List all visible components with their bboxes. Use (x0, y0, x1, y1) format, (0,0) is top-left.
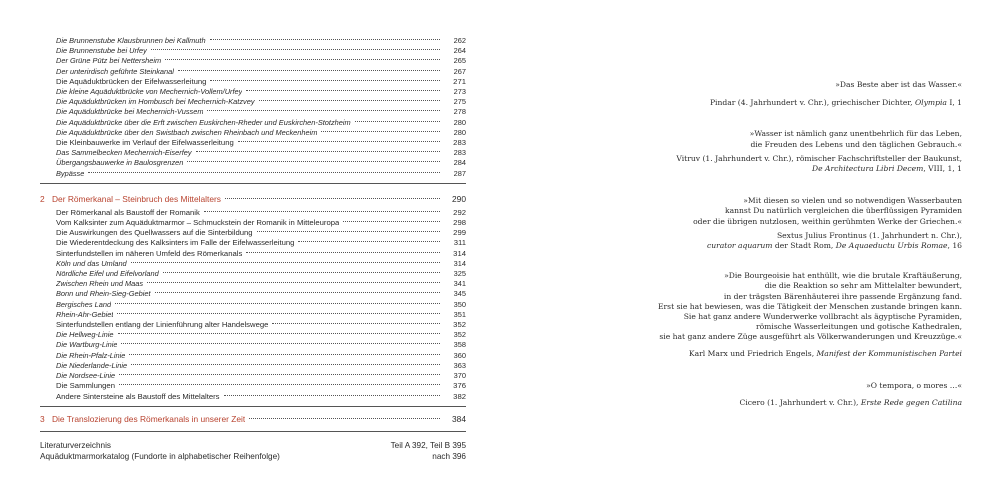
dot-leader (147, 282, 440, 283)
dot-leader (321, 131, 440, 132)
toc-subentry[interactable] (40, 330, 466, 340)
dot-leader (355, 121, 440, 122)
page-number: 314 (453, 248, 466, 258)
epigraph-quotes (510, 74, 962, 408)
page-number: 345 (453, 289, 466, 299)
toc-entry-title: Die Hellweg-Linie (56, 330, 114, 340)
toc-entry[interactable] (40, 218, 466, 228)
dot-leader (163, 272, 440, 273)
dot-leader (259, 100, 440, 101)
page-number: 358 (453, 340, 466, 350)
dot-leader (210, 39, 440, 40)
toc-entry[interactable] (40, 381, 466, 391)
dot-leader (207, 110, 440, 111)
right-page (500, 0, 1000, 500)
dot-leader (151, 49, 440, 50)
toc-entry-title: Bergisches Land (56, 299, 112, 309)
page-number: Teil A 392, Teil B 395 (390, 440, 466, 450)
page-number: 314 (453, 258, 466, 268)
toc-entry-title: Aquäduktmarmorkatalog (Fundorte in alphabetischer Reihenfolge) (40, 452, 280, 462)
leader-space (284, 455, 428, 456)
section-number: 2 (40, 193, 45, 204)
dot-leader (187, 161, 440, 162)
toc-section-3[interactable] (40, 414, 466, 425)
toc-entry[interactable] (40, 392, 466, 402)
quote-cicero (510, 381, 962, 408)
toc-entry-title: Köln und das Umland (56, 258, 127, 268)
page-number: 284 (453, 158, 466, 168)
section-divider (40, 431, 466, 432)
toc-subentry[interactable] (40, 371, 466, 381)
dot-leader (272, 323, 440, 324)
page-number: 275 (453, 97, 466, 107)
page-number: 360 (453, 350, 466, 360)
page-number: 264 (453, 46, 466, 56)
section-title: Die Translozierung des Römerkanals in unserer Zeit (52, 413, 246, 424)
toc-entry-title: Die kleine Aquäduktbrücke von Mechernich-Vollem/Urfey (56, 87, 243, 97)
dot-leader (343, 221, 440, 222)
section-divider (40, 183, 466, 184)
page-number: 278 (453, 107, 466, 117)
dot-leader (118, 333, 440, 334)
quote-text: »O tempora, o mores …« (866, 380, 962, 390)
attribution-text: Cicero (1. Jahrhundert v. Chr.), (739, 398, 861, 408)
work-title: De Architectura Libri Decem (812, 164, 924, 174)
toc-subentry[interactable] (40, 289, 466, 299)
toc-subentry[interactable] (40, 56, 466, 66)
dot-leader (119, 384, 440, 385)
toc-subentry[interactable] (40, 259, 466, 269)
toc-entry-title: Die Sammlungen (56, 381, 115, 391)
page-number: 267 (453, 66, 466, 76)
page-number: 325 (453, 269, 466, 279)
dot-leader (155, 292, 441, 293)
section-number: 3 (40, 413, 45, 424)
dot-leader (131, 364, 440, 365)
dot-leader (257, 231, 440, 232)
dot-leader (119, 374, 440, 375)
toc-subentry[interactable] (40, 87, 466, 97)
toc-entry-title: Die Wiederentdeckung des Kalksinters im Falle der Eifelwasserleitung (56, 238, 295, 248)
table-of-contents (40, 36, 466, 463)
toc-entry-title: Sinterfundstellen im näheren Umfeld des Römerkanals (56, 248, 243, 258)
toc-subentry[interactable] (40, 118, 466, 128)
quote-frontinus (510, 196, 962, 251)
dot-leader (196, 151, 440, 152)
attribution-text: Karl Marx und Friedrich Engels, (688, 348, 817, 358)
attribution-text: der Stadt Rom, (772, 241, 836, 251)
toc-entry-title: Die Nordsee-Linie (56, 371, 116, 381)
toc-section-2-items (40, 208, 466, 402)
toc-subentry[interactable] (40, 351, 466, 361)
toc-entry-title: Der Grüne Pütz bei Nettersheim (56, 56, 162, 66)
page-number: 363 (453, 360, 466, 370)
quote-text: »Mit diesen so vielen und so notwendigen Wasserbauten kannst Du natürlich vergleichen die überflüssigen Pyramiden oder die übrigen nutzlosen, weithin gerühmten Werke der Griechen.« (693, 196, 962, 226)
section-divider (40, 406, 466, 407)
work-title: De Aquaeductu Urbis Romae (835, 241, 948, 251)
quote-text: »Wasser ist nämlich ganz unentbehrlich für das Leben, die Freuden des Lebens und den täglichen Gebrauch.« (749, 129, 962, 149)
page-number: 283 (453, 148, 466, 158)
toc-entry-title: Bonn und Rhein-Sieg-Gebiet (56, 289, 151, 299)
toc-subentry[interactable] (40, 158, 466, 168)
toc-entry-title: Sinterfundstellen entlang der Linienführung alter Handelswege (56, 320, 269, 330)
page-number: 384 (452, 413, 466, 424)
toc-entry[interactable] (40, 77, 466, 87)
quote-text: »Die Bourgeoisie hat enthüllt, wie die brutale Kraftäußerung, die die Reaktion so sehr am Mittelalter bewundert, in der trägsten Bärenhäuterei ihre passende Ergänzung fand. Erst sie hat bewiesen, was die Tätigkeit der Menschen zustande bringen kann. Sie hat ganz andere Wunderwerke vollbracht als ägyptische Pyramiden, römische Wasserleitungen und gotische Kathedralen, sie hat ganz andere Züge ausgeführt als Völkerwanderungen und Kreuzzüge.« (658, 271, 962, 342)
page-number: 292 (453, 207, 466, 217)
page-number: 298 (453, 218, 466, 228)
toc-entry[interactable] (40, 208, 466, 218)
page-number: 376 (453, 381, 466, 391)
leader-space (115, 444, 387, 445)
toc-entry-title: Der unterirdisch geführte Steinkanal (56, 66, 174, 76)
toc-entry-title: Literaturverzeichnis (40, 440, 111, 450)
toc-subentry[interactable] (40, 97, 466, 107)
page-number: 287 (453, 168, 466, 178)
toc-entry[interactable] (40, 238, 466, 248)
toc-subentry[interactable] (40, 361, 466, 371)
work-title: Olympia (914, 98, 947, 108)
work-title: Erste Rede gegen Catilina (860, 398, 962, 408)
toc-entry-title: Zwischen Rhein und Maas (56, 279, 144, 289)
toc-subentry[interactable] (40, 128, 466, 138)
toc-subentry[interactable] (40, 269, 466, 279)
section-title: Der Römerkanal – Steinbruch des Mittelalters (52, 193, 221, 204)
toc-subentry[interactable] (40, 169, 466, 179)
dot-leader (204, 211, 440, 212)
quote-marx-engels (510, 271, 962, 359)
toc-subentry[interactable] (40, 67, 466, 77)
dot-leader (246, 252, 440, 253)
dot-leader (178, 70, 440, 71)
toc-entry[interactable] (40, 138, 466, 148)
toc-entry-title: Nördliche Eifel und Eifelvorland (56, 269, 159, 279)
dot-leader (224, 395, 440, 396)
toc-entry-title: Die Aquäduktbrücke über den Swistbach zwischen Rheinbach und Meckenheim (56, 127, 318, 137)
page-number: 280 (453, 117, 466, 127)
toc-subentry[interactable] (40, 148, 466, 158)
toc-literature[interactable] (40, 440, 466, 452)
attribution-ref: , VIII, 1, 1 (923, 164, 962, 174)
toc-entry-title: Vom Kalksinter zum Aquäduktmarmor – Schmuckstein der Romanik in Mitteleuropa (56, 218, 340, 228)
dot-leader (115, 303, 440, 304)
page-number: 350 (453, 299, 466, 309)
dot-leader (131, 262, 440, 263)
attribution-text: Vitruv (1. Jahrhundert v. Chr.), römischer Fachschriftsteller der Baukunst, (676, 153, 962, 163)
dot-leader (165, 59, 440, 60)
dot-leader (121, 343, 440, 344)
attribution-text: Sextus Julius Frontinus (1. Jahrhundert n. Chr.), (776, 230, 962, 240)
toc-subentry[interactable] (40, 279, 466, 289)
dot-leader (238, 141, 440, 142)
toc-entry-title: Der Römerkanal als Baustoff der Romanik (56, 207, 200, 217)
quote-attribution (510, 98, 962, 108)
toc-catalog[interactable] (40, 451, 466, 463)
page-number: 262 (453, 36, 466, 45)
toc-subentry[interactable] (40, 310, 466, 320)
dot-leader (129, 354, 440, 355)
page-number: 290 (452, 193, 466, 204)
quote-pindar (510, 80, 962, 108)
toc-entry-title: Das Sammelbecken Mechernich-Eiserfey (56, 148, 192, 158)
work-title: Manifest der Kommunistischen Partei (816, 348, 962, 358)
page-number: 370 (453, 371, 466, 381)
dot-leader (246, 90, 440, 91)
toc-entry-title: Die Aquäduktbrücke bei Mechernich-Vussem (56, 107, 204, 117)
toc-entry-title: Andere Sintersteine als Baustoff des Mittelalters (56, 391, 220, 401)
page-number: 352 (453, 320, 466, 330)
quote-attribution (510, 231, 962, 251)
toc-part1-tail (40, 36, 466, 179)
quote-attribution (510, 349, 962, 359)
quote-attribution (510, 154, 962, 174)
dot-leader (225, 198, 440, 199)
toc-entry-title: Bypässe (56, 168, 85, 178)
attribution-ref: , 16 (947, 241, 962, 251)
toc-entry-title: Die Brunnenstube bei Urfey (56, 46, 147, 56)
toc-entry-title: Rhein-Ahr-Gebiet (56, 309, 114, 319)
toc-entry-title: Die Rhein-Pfalz-Linie (56, 350, 126, 360)
quote-vitruv (510, 129, 962, 174)
toc-entry-title: Die Wartburg-Linie (56, 340, 118, 350)
quote-text: »Das Beste aber ist das Wasser.« (835, 80, 962, 89)
office-title: curator aquarum (706, 241, 773, 251)
page-number: 382 (453, 391, 466, 401)
toc-entry-title: Die Aquäduktbrücken der Eifelwasserleitung (56, 76, 207, 86)
toc-entry[interactable] (40, 249, 466, 259)
toc-entry-title: Die Kleinbauwerke im Verlauf der Eifelwasserleitung (56, 138, 234, 148)
attribution-text: Pindar (4. Jahrhundert v. Chr.), griechischer Dichter, (709, 98, 915, 108)
dot-leader (117, 313, 440, 314)
page-number: 273 (453, 87, 466, 97)
dot-leader (249, 418, 440, 419)
page-number: 311 (453, 238, 466, 248)
page-number: 352 (453, 330, 466, 340)
toc-subentry[interactable] (40, 300, 466, 310)
toc-subentry[interactable] (40, 46, 466, 56)
page-number: 341 (453, 279, 466, 289)
toc-entry-title: Die Brunnenstube Klausbrunnen bei Kallmuth (56, 36, 206, 45)
toc-subentry[interactable] (40, 107, 466, 117)
toc-entry[interactable] (40, 228, 466, 238)
toc-subentry[interactable] (40, 36, 466, 46)
page-number: 351 (453, 309, 466, 319)
dot-leader (88, 172, 440, 173)
toc-entry[interactable] (40, 320, 466, 330)
dot-leader (298, 241, 440, 242)
toc-entry-title: Die Auswirkungen des Quellwassers auf die Sinterbildung (56, 228, 253, 238)
page-number: 265 (453, 56, 466, 66)
page-number: 280 (453, 127, 466, 137)
dot-leader (210, 80, 440, 81)
page-number: 271 (453, 76, 466, 86)
page-number: nach 396 (432, 452, 466, 462)
page-number: 299 (453, 228, 466, 238)
toc-subentry[interactable] (40, 340, 466, 350)
toc-entry-title: Die Niederlande-Linie (56, 360, 128, 370)
toc-entry-title: Übergangsbauwerke in Baulosgrenzen (56, 158, 184, 168)
toc-entry-title: Die Aquäduktbrücke über die Erft zwischen Euskirchen-Rheder und Euskirchen-Stotzheim (56, 117, 351, 127)
quote-attribution (510, 398, 962, 408)
page-number: 283 (453, 138, 466, 148)
attribution-ref: I, 1 (946, 98, 962, 108)
toc-entry-title: Die Aquäduktbrücken im Hombusch bei Mechernich-Katzvey (56, 97, 255, 107)
toc-section-2[interactable] (40, 194, 466, 205)
